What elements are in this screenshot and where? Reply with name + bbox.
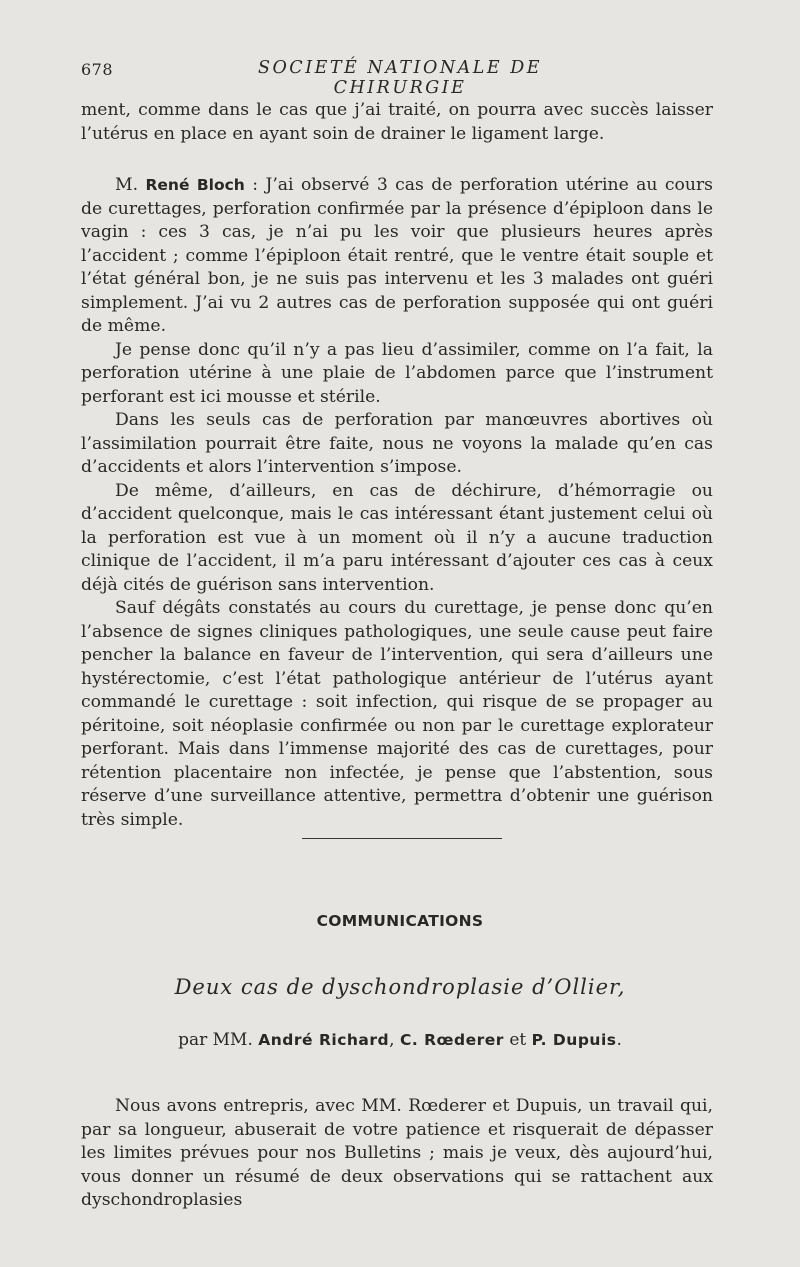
speaker-prefix: M. [115, 175, 139, 195]
section-divider [302, 838, 502, 839]
byline-end: . [616, 1030, 622, 1050]
section-heading: COMMUNICATIONS [316, 912, 484, 930]
communication-text-block [81, 1095, 713, 1213]
byline-prefix: par MM. [178, 1030, 253, 1050]
discussion-paragraph-1 [81, 174, 713, 339]
intro-text-block [81, 99, 713, 146]
byline-separator: , [389, 1030, 395, 1050]
running-title: SOCIETÉ NATIONALE DE CHIRURGIE [257, 58, 543, 98]
byline-separator: et [509, 1030, 527, 1050]
author-name: André Richard [258, 1031, 390, 1049]
author-name: P. Dupuis [531, 1031, 617, 1049]
speaker-name: René Bloch [145, 176, 245, 194]
article-title: Deux cas de dyschondroplasie d’Ollier, [174, 975, 626, 999]
discussion-paragraph-4: De même, d’ailleurs, en cas de déchirure, d’hémorragie ou d’accident quelconque, mais le cas intéressant étant justement celui où la perforation est vue à un moment où il n’y a aucune traduction clinique de l’accident, il m’a paru intéressant d’ajouter ces cas à ceux déjà cités de guérison sans intervention. [81, 480, 713, 595]
discussion-paragraph-5: Sauf dégâts constatés au cours du curettage, je pense donc qu’en l’absence de signes cliniques pathologiques, une seule cause peut faire pencher la balance en faveur de l’intervention, qui sera d’ailleurs une hystérectomie, c’est l’état pathologique antérieur de l’utérus ayant commandé le curettage : soit infection, qui risque de se propager au péritoine, soit néoplasie confirmée ou non par le curettage explorateur perforant. Mais dans l’immense majorité des cas de curettages, pour rétention placentaire non infectée, je pense que l’abstention, sous réserve d’une surveillance attentive, permettra d’obtenir une guérison très simple. [81, 598, 713, 830]
byline [0, 1030, 800, 1050]
discussion-paragraph-1-text: : J’ai observé 3 cas de perforation utérine au cours de curettages, perforation confirmée par la présence d’épiploon dans le vagin : ces 3 cas, je n’ai pu les voir que plusieurs heures après l’accident ; comme l’épiploon était rentré, que le ventre était souple et l’état général bon, je ne suis pas intervenu et les 3 malades ont guéri simplement. J’ai vu 2 autres cas de perforation supposée qui ont guéri de même. [81, 175, 713, 336]
intro-paragraph: ment, comme dans le cas que j’ai traité, on pourra avec succès laisser l’utérus en place en ayant soin de drainer le ligament large. [81, 100, 713, 144]
discussion-paragraph-2: Je pense donc qu’il n’y a pas lieu d’assimiler, comme on l’a fait, la perforation utérine à une plaie de l’abdomen parce que l’instrument perforant est ici mousse et stérile. [81, 339, 713, 407]
communication-opening-paragraph: Nous avons entrepris, avec MM. Rœderer et Dupuis, un travail qui, par sa longueur, abuserait de votre patience et risquerait de dépasser les limites prévues pour nos Bulletins ; mais je veux, dès aujourd’hui, vous donner un résumé de deux observations qui se rattachent aux dyschondroplasies [81, 1096, 713, 1210]
discussion-text-block [81, 174, 713, 832]
author-name: C. Rœderer [399, 1031, 504, 1049]
discussion-paragraph-3: Dans les seuls cas de perforation par manœuvres abortives où l’assimilation pourrait être faite, nous ne voyons la malade qu’en cas d’accidents et alors l’intervention s’impose. [81, 410, 713, 477]
page-number: 678 [81, 60, 114, 79]
